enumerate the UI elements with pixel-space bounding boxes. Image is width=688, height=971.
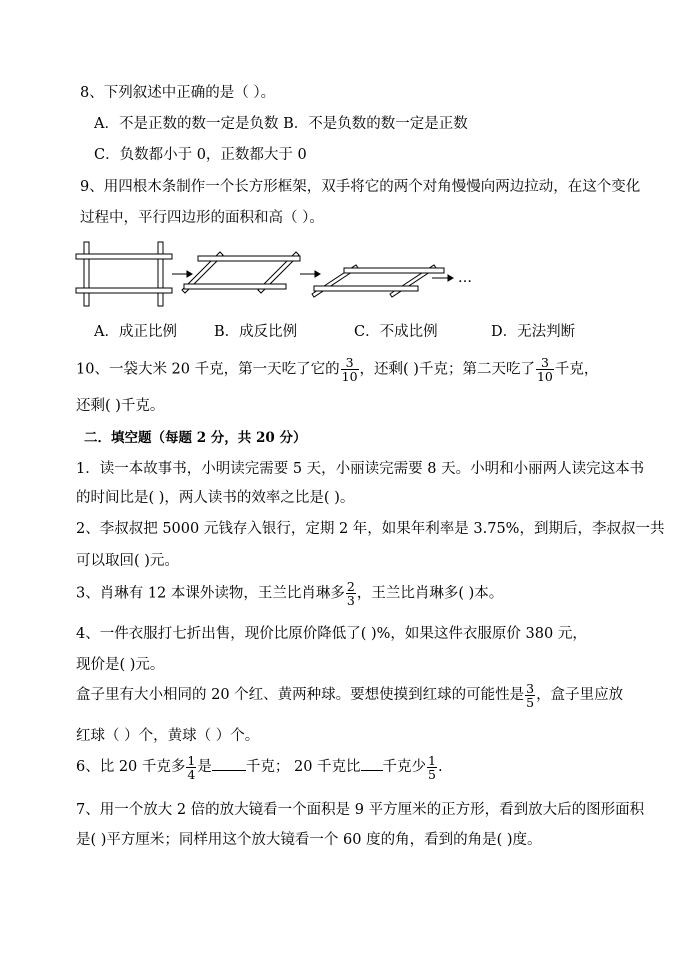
fraction: $\frac{1}{4}$: [187, 752, 196, 782]
fill-1-line-1: 1．读一本故事书，小明读完需要 5 天，小丽读完需要 8 天。小明和小丽两人读完这本书: [76, 461, 645, 477]
arrow-icon: [300, 271, 320, 277]
q8-options-ab: A．不是正数的数一定是负数 B．不是负数的数一定是正数: [94, 116, 468, 132]
fill-7-line-2: 是( )平方厘米；同样用这个放大镜看一个 60 度的角，看到的角是( )度。: [76, 832, 542, 848]
section-title: 二．填空题（每题 2 分，共 20 分）: [84, 430, 307, 446]
q9-option-d: D．无法判断: [491, 324, 576, 340]
parallelogram-frame-2: [312, 265, 444, 297]
fill-3: 3、肖琳有 12 本课外读物，王兰比肖琳多 $\frac{2}{3}$ ，王兰比肖琳多( )本。: [76, 579, 504, 608]
fill-1-line-2: 的时间比是( )，两人读书的效率之比是( )。: [76, 490, 355, 506]
rectangle-frame: [76, 242, 172, 306]
fill-5-line-1: 盒子里有大小相同的 20 个红、黄两种球。要想使摸到红球的可能性是 $\frac{3}{5}$ ，盒子里应放: [76, 680, 624, 710]
fraction: $\frac{1}{5}$: [428, 752, 436, 782]
fraction: $\frac{3}{10}$: [536, 355, 553, 384]
q9-option-b: B．成反比例: [214, 324, 298, 340]
q8-option-c: C．负数都小于 0，正数都大于 0: [94, 147, 307, 163]
answer-blank[interactable]: [212, 770, 246, 771]
fill-4-line-1: 4、一件衣服打七折出售，现价比原价降低了( )%，如果这件衣服原价 380 元，: [76, 626, 587, 642]
parallelogram-frame-1: [182, 252, 300, 293]
fraction: $\frac{2}{3}$: [346, 579, 355, 608]
arrow-icon: [172, 271, 192, 277]
q8-stem: 8、下列叙述中正确的是（ ）。: [80, 85, 276, 101]
answer-blank[interactable]: [361, 770, 383, 771]
fill-7-line-1: 7、用一个放大 2 倍的放大镜看一个面积是 9 平方厘米的正方形，看到放大后的图形面积: [76, 802, 645, 818]
fill-4-line-2: 现价是( )元。: [76, 657, 165, 673]
fill-5-line-2: 红球（ ）个，黄球（ ）个。: [76, 728, 260, 744]
fill-2-line-1: 2、李叔叔把 5000 元钱存入银行，定期 2 年，如果年利率是 3.75%，到期后，李叔叔一共: [76, 521, 665, 537]
q9-option-a: A．成正比例: [94, 324, 177, 340]
fraction: $\frac{3}{5}$: [526, 680, 535, 710]
q9-option-c: C．不成比例: [354, 324, 438, 340]
q10-line-1: 10、一袋大米 20 千克，第一天吃了它的 $\frac{3}{10}$ ，还剩( )千克；第二天吃了 $\frac{3}{10}$ 千克，: [76, 355, 599, 384]
q9-line-2: 过程中，平行四边形的面积和高（ ）。: [80, 210, 324, 226]
fraction: $\frac{3}{10}$: [341, 355, 358, 384]
arrow-icon: [432, 275, 453, 281]
ellipsis-text: …: [458, 270, 472, 286]
frame-deformation-figure: [72, 238, 492, 308]
q10-line-2: 还剩( )千克。: [76, 398, 165, 414]
fill-2-line-2: 可以取回( )元。: [76, 553, 179, 569]
q9-line-1: 9、用四根木条制作一个长方形框架，双手将它的两个对角慢慢向两边拉动，在这个变化: [80, 179, 641, 195]
fill-6: 6、比 20 千克多 $\frac{1}{4}$ 是 千克； 20 千克比 千克少 $\frac{1}{5}$ .: [76, 752, 443, 782]
